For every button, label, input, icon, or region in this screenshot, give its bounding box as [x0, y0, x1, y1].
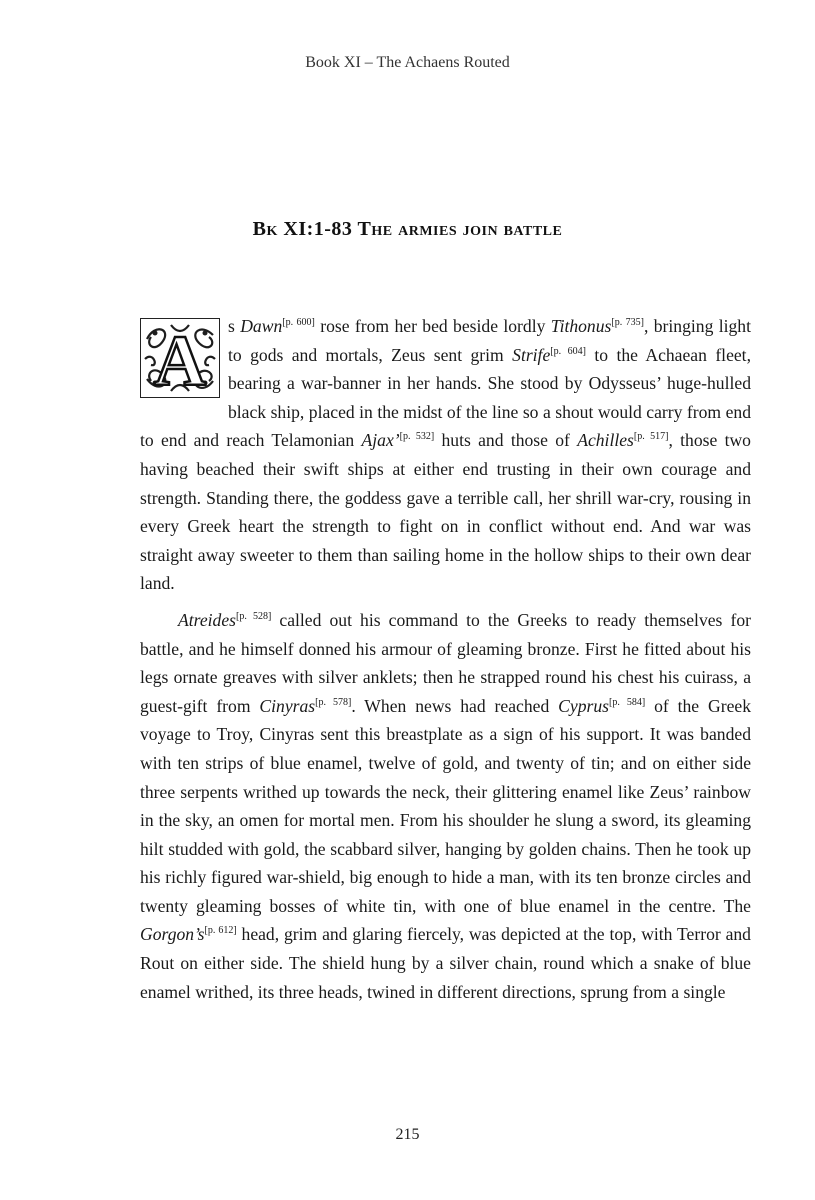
name-ref: Gorgon’s	[140, 924, 205, 945]
page-ref: [p. 532]	[399, 431, 435, 443]
body-text	[140, 312, 751, 1006]
drop-cap-letter: A	[154, 321, 206, 397]
name-ref: Strife	[512, 344, 551, 365]
page-number: 215	[395, 1126, 420, 1143]
name-ref: Cyprus	[558, 695, 609, 716]
page-ref: [p. 584]	[609, 696, 646, 708]
name-ref: Ajax’	[361, 430, 400, 451]
page-ref: [p. 528]	[235, 611, 272, 623]
ornament-icon	[141, 319, 219, 397]
page-ref: [p. 612]	[204, 925, 237, 937]
name-ref: Atreides	[178, 609, 236, 630]
name-ref: Dawn	[240, 316, 283, 336]
page-ref: [p. 517]	[633, 431, 669, 443]
chapter-title: Bk XI:1-83 The armies join battle	[252, 218, 563, 240]
page-ref: [p. 604]	[550, 345, 586, 357]
page-ref: [p. 600]	[282, 317, 315, 329]
running-head: Book XI – The Achaens Routed	[305, 54, 510, 71]
name-ref: Achilles	[577, 430, 634, 451]
name-ref: Cinyras	[259, 695, 316, 716]
paragraph-2: Atreides[p. 528] called out his command to the Greeks to ready themselves for battle, and he himself donned his armour of gleaming bronze. First he fitted about his legs ornate greaves with silver anklets; then he strapped round his chest his cuirass, a guest-gift from Cinyras[p. 578]. When news had reached Cyprus[p. 584] of the Greek voyage to Troy, Cinyras sent this breastplate as a sign of his support. It was banded with ten strips of blue enamel, twelve of gold, and twenty of tin; and on either side three serpents writhed up towards the neck, their glittering enamel like Zeus’ rainbow in the sky, an omen for mortal men. From his shoulder he slung a sword, its gleaming hilt studded with gold, the scabbard silver, hanging by golden chains. Then he took up his richly figured war-shield, big enough to hide a man, with its ten bronze circles and twenty gleaming bosses of white tin, with one of blue enamel in the centre. The Gorgon’s[p. 612] head, grim and glaring fiercely, was depicted at the top, with Terror and Rout on either side. The shield hung by a silver chain, round which a snake of blue enamel writhed, its three heads, twined in different directions, sprung from a single	[140, 609, 751, 1002]
name-ref: Tithonus	[550, 316, 612, 336]
page-ref: [p. 578]	[315, 696, 352, 708]
drop-cap	[140, 318, 220, 398]
paragraph-1: A s Dawn[p. 600] rose from her bed beside lordly Tithonus[p. 735], bringing light to gods and mortals, Zeus sent grim Strife[p. 604] to the Achaean fleet, bearing a war-banner in her hands. She stood by Odysseus’ huge-hulled black ship, placed in the midst of the line so a shout would carry from end to end and reach Telamonian Ajax’[p. 532] huts and those of Achilles[p. 517], those two having beached their swift ships at either end trusting in their own courage and strength. Standing there, the goddess gave a terrible call, her shrill war-cry, rousing in every Greek heart the strength to fight on in conflict without end. And war was straight away sweeter to them than sailing home in the hollow ships to their own dear land.	[140, 316, 751, 594]
page-ref: [p. 735]	[611, 317, 644, 329]
